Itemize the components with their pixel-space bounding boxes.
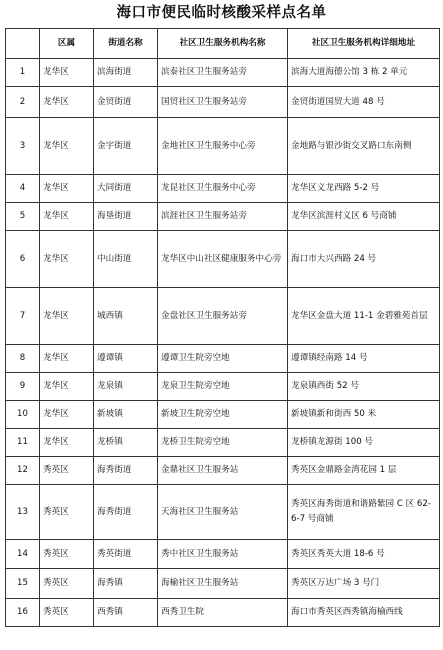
- row-address: 金贸街道国贸大道 48 号: [288, 87, 440, 118]
- row-street: 滨海街道: [94, 59, 158, 87]
- row-institution: 龙华区中山社区健康服务中心旁: [158, 231, 288, 288]
- row-district: 秀英区: [40, 485, 94, 540]
- table-row: [6, 87, 440, 118]
- table-row: [6, 569, 440, 599]
- row-street: 金宇街道: [94, 118, 158, 175]
- row-street: 大同街道: [94, 175, 158, 203]
- row-street: 龙桥镇: [94, 429, 158, 457]
- row-street: 城西镇: [94, 288, 158, 345]
- row-district: 龙华区: [40, 288, 94, 345]
- row-index: 4: [6, 175, 40, 203]
- row-district: 龙华区: [40, 429, 94, 457]
- row-index: 12: [6, 457, 40, 485]
- row-district: 龙华区: [40, 345, 94, 373]
- row-street: 新坡镇: [94, 401, 158, 429]
- table-row: [6, 599, 440, 627]
- column-header-street: 街道名称: [94, 29, 158, 59]
- row-institution: 国贸社区卫生服务站旁: [158, 87, 288, 118]
- row-street: 海垦街道: [94, 203, 158, 231]
- row-institution: 龙泉卫生院旁空地: [158, 373, 288, 401]
- row-institution: 金鼎社区卫生服务站: [158, 457, 288, 485]
- row-index: 16: [6, 599, 40, 627]
- row-institution: 天海社区卫生服务站: [158, 485, 288, 540]
- row-district: 龙华区: [40, 118, 94, 175]
- row-address: 龙华区金盘大道 11-1 金碧雅苑首层: [288, 288, 440, 345]
- row-district: 龙华区: [40, 373, 94, 401]
- table-row: [6, 175, 440, 203]
- row-address: 金地路与银沙街交叉路口东南侧: [288, 118, 440, 175]
- column-header-index: [6, 29, 40, 59]
- row-index: 9: [6, 373, 40, 401]
- row-institution: 秀中社区卫生服务站: [158, 540, 288, 569]
- row-institution: 新坡卫生院旁空地: [158, 401, 288, 429]
- row-index: 5: [6, 203, 40, 231]
- page-title: 海口市便民临时核酸采样点名单: [116, 5, 327, 21]
- table-row: [6, 485, 440, 540]
- row-address: 龙泉镇西街 52 号: [288, 373, 440, 401]
- row-address: 龙桥镇龙源街 100 号: [288, 429, 440, 457]
- row-address: 秀英区万达广场 3 号门: [288, 569, 440, 599]
- row-district: 龙华区: [40, 59, 94, 87]
- row-index: 2: [6, 87, 40, 118]
- table-row: [6, 373, 440, 401]
- row-street: 中山街道: [94, 231, 158, 288]
- row-district: 龙华区: [40, 231, 94, 288]
- table-row: [6, 203, 440, 231]
- row-institution: 滨泰社区卫生服务站旁: [158, 59, 288, 87]
- row-address: 龙华区滨涯村义区 6 号商铺: [288, 203, 440, 231]
- row-district: 龙华区: [40, 401, 94, 429]
- table-header-row: [6, 29, 440, 59]
- row-institution: 龙昆社区卫生服务中心旁: [158, 175, 288, 203]
- row-district: 秀英区: [40, 457, 94, 485]
- table-row: [6, 59, 440, 87]
- row-address: 秀英区秀英大道 18-6 号: [288, 540, 440, 569]
- table-row: [6, 231, 440, 288]
- row-index: 10: [6, 401, 40, 429]
- row-street: 海秀街道: [94, 485, 158, 540]
- row-address: 遵谭镇经南路 14 号: [288, 345, 440, 373]
- row-street: 秀英街道: [94, 540, 158, 569]
- row-institution: 金地社区卫生服务中心旁: [158, 118, 288, 175]
- row-institution: 遵谭卫生院旁空地: [158, 345, 288, 373]
- row-institution: 西秀卫生院: [158, 599, 288, 627]
- column-header-address: 社区卫生服务机构详细地址: [288, 29, 440, 59]
- row-institution: 滨涯社区卫生服务站旁: [158, 203, 288, 231]
- column-header-institution: 社区卫生服务机构名称: [158, 29, 288, 59]
- row-street: 遵谭镇: [94, 345, 158, 373]
- row-institution: 金盘社区卫生服务站旁: [158, 288, 288, 345]
- row-index: 8: [6, 345, 40, 373]
- table-row: [6, 345, 440, 373]
- table-row: [6, 429, 440, 457]
- row-district: 龙华区: [40, 87, 94, 118]
- row-address: 海口市大兴西路 24 号: [288, 231, 440, 288]
- row-index: 14: [6, 540, 40, 569]
- row-address: 龙华区义龙西路 5-2 号: [288, 175, 440, 203]
- row-district: 秀英区: [40, 599, 94, 627]
- row-address: 滨海大道海德公馆 3 栋 2 单元: [288, 59, 440, 87]
- row-index: 15: [6, 569, 40, 599]
- row-institution: 海榆社区卫生服务站: [158, 569, 288, 599]
- table-row: [6, 540, 440, 569]
- row-street: 金贸街道: [94, 87, 158, 118]
- column-header-district: 区属: [40, 29, 94, 59]
- row-index: 3: [6, 118, 40, 175]
- table-row: [6, 457, 440, 485]
- row-street: 海秀街道: [94, 457, 158, 485]
- sampling-sites-table: [5, 28, 440, 627]
- row-address: 海口市秀英区西秀镇海榆西线: [288, 599, 440, 627]
- row-street: 龙泉镇: [94, 373, 158, 401]
- row-index: 1: [6, 59, 40, 87]
- row-district: 龙华区: [40, 175, 94, 203]
- table-row: [6, 118, 440, 175]
- row-street: 海秀镇: [94, 569, 158, 599]
- row-index: 13: [6, 485, 40, 540]
- row-index: 11: [6, 429, 40, 457]
- row-address: 秀英区海秀街道和谐路紫园 C 区 62-6-7 号商铺: [288, 485, 440, 540]
- row-district: 秀英区: [40, 569, 94, 599]
- row-index: 6: [6, 231, 40, 288]
- row-address: 秀英区金鼎路金湾花园 1 层: [288, 457, 440, 485]
- row-district: 秀英区: [40, 540, 94, 569]
- table-row: [6, 288, 440, 345]
- row-address: 新坡镇新和街西 50 米: [288, 401, 440, 429]
- row-institution: 龙桥卫生院旁空地: [158, 429, 288, 457]
- row-street: 西秀镇: [94, 599, 158, 627]
- row-index: 7: [6, 288, 40, 345]
- table-row: [6, 401, 440, 429]
- row-district: 龙华区: [40, 203, 94, 231]
